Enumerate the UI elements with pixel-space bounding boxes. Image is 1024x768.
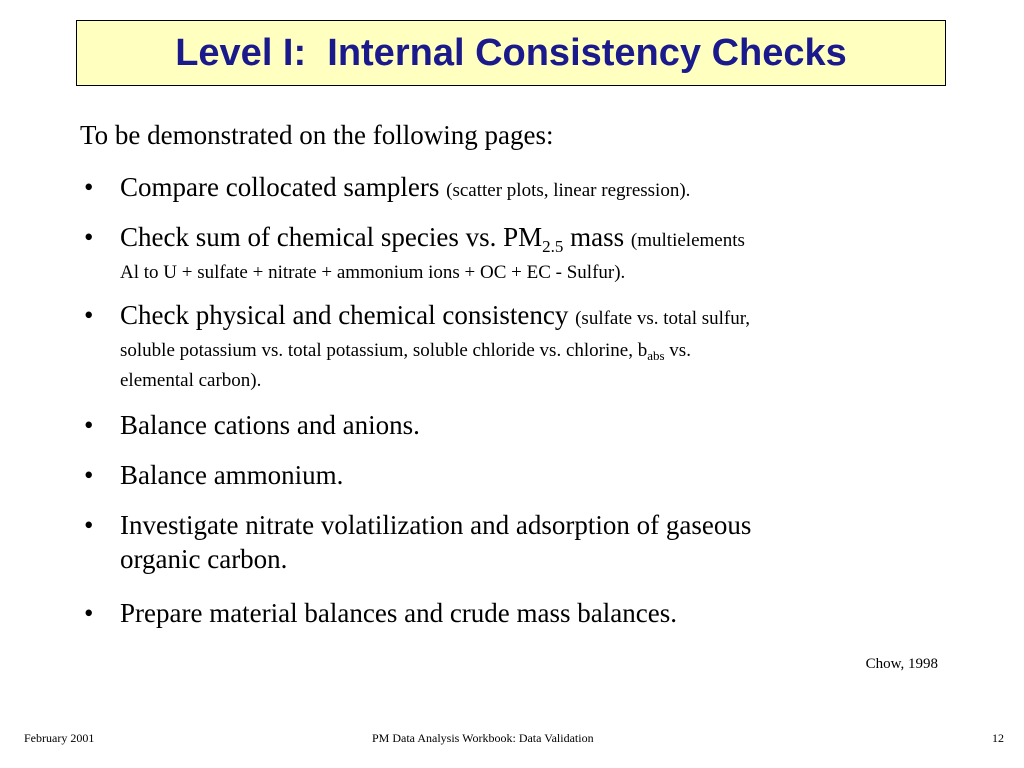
intro-text: To be demonstrated on the following pages: <box>80 120 554 150</box>
bullet-dot: • <box>84 172 94 202</box>
bullet-dot: • <box>84 460 94 490</box>
bullet-main-text: Check sum of chemical species vs. PM <box>120 222 543 252</box>
bullet-main-text: Check physical and chemical consistency <box>120 300 569 330</box>
bullet-note: (sulfate vs. total sulfur, <box>575 308 751 329</box>
bullet-main-text: Balance cations and anions. <box>120 410 420 440</box>
bullet-note-line <box>120 336 940 366</box>
bullet-dot: • <box>84 598 94 628</box>
slide-title-box <box>76 20 946 86</box>
bullet-main-text: Investigate nitrate volatilization and adsorption of gaseous <box>120 510 752 540</box>
bullet-note-line: elemental carbon). <box>120 370 262 391</box>
bullet-body <box>120 298 940 396</box>
bullet-dot: • <box>84 410 94 440</box>
pm-subscript: 2.5 <box>542 237 564 256</box>
bullet-dot: • <box>84 222 94 252</box>
footer-date: February 2001 <box>24 731 95 745</box>
bullet-main-text-cont: organic carbon. <box>120 544 288 574</box>
bullet-note-text: soluble potassium vs. total potassium, soluble chloride vs. chlorine, b <box>120 340 648 361</box>
bullet-note-line: Al to U + sulfate + nitrate + ammonium ions + OC + EC - Sulfur). <box>120 262 626 283</box>
bullet-note: (scatter plots, linear regression). <box>446 180 691 201</box>
bullet-main-text: Prepare material balances and crude mass balances. <box>120 598 677 628</box>
bullet-note: (multielements <box>630 230 745 251</box>
bullet-note-text: vs. <box>669 340 691 361</box>
bullet-body <box>120 508 940 576</box>
bullet-body <box>120 220 940 288</box>
citation: Chow, 1998 <box>865 656 938 672</box>
babs-subscript: abs <box>647 348 665 363</box>
bullet-dot: • <box>84 300 94 330</box>
bullet-main-text-cont: mass <box>570 222 625 252</box>
bullet-main-text: Compare collocated samplers <box>120 172 440 202</box>
footer-page-number: 12 <box>992 731 1004 745</box>
footer-title: PM Data Analysis Workbook: Data Validation <box>372 731 594 745</box>
bullet-main-text: Balance ammonium. <box>120 460 344 490</box>
bullet-body <box>120 170 940 208</box>
slide-title: Level I: Internal Consistency Checks <box>175 31 847 74</box>
bullet-dot: • <box>84 510 94 540</box>
